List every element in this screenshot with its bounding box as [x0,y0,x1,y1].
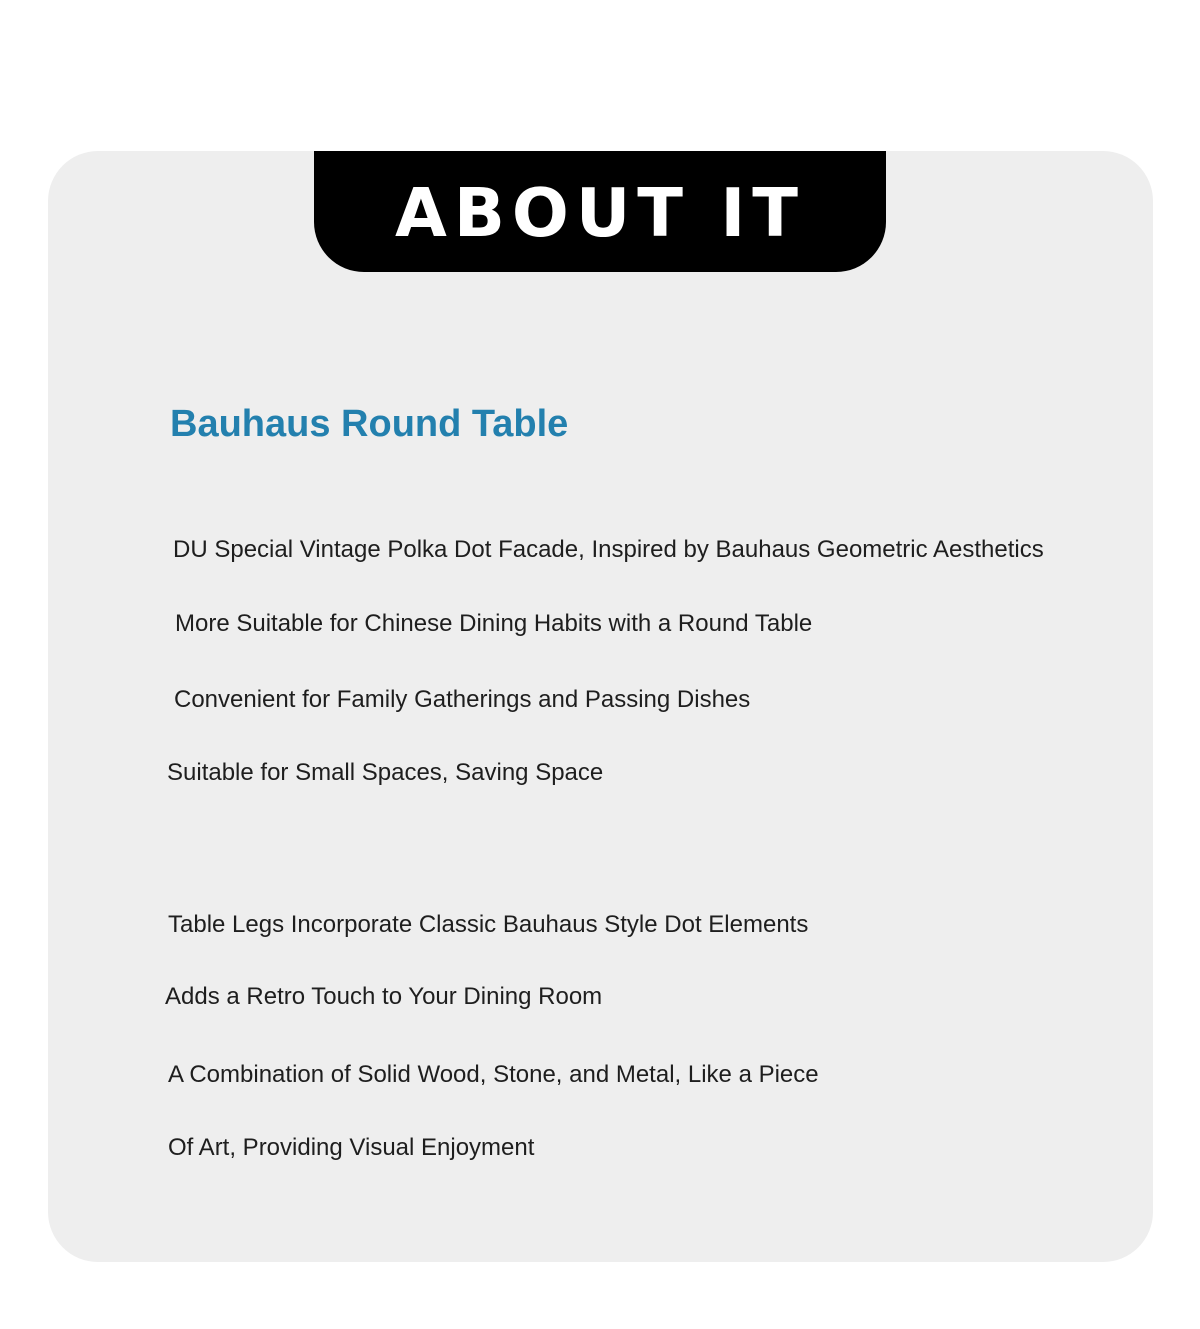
feature-item: Suitable for Small Spaces, Saving Space [167,759,604,786]
about-header-tab [314,151,886,272]
feature-item: Table Legs Incorporate Classic Bauhaus Style Dot Elements [168,911,809,938]
feature-item: More Suitable for Chinese Dining Habits with a Round Table [175,610,813,637]
product-title: Bauhaus Round Table [170,403,569,445]
feature-item: Convenient for Family Gatherings and Passing Dishes [174,686,751,713]
feature-item: A Combination of Solid Wood, Stone, and Metal, Like a Piece [168,1061,819,1088]
feature-item: Of Art, Providing Visual Enjoyment [168,1134,535,1161]
about-heading: ABOUT IT [395,174,805,252]
feature-item: DU Special Vintage Polka Dot Facade, Inspired by Bauhaus Geometric Aesthetics [173,536,1044,563]
feature-item: Adds a Retro Touch to Your Dining Room [165,983,603,1010]
